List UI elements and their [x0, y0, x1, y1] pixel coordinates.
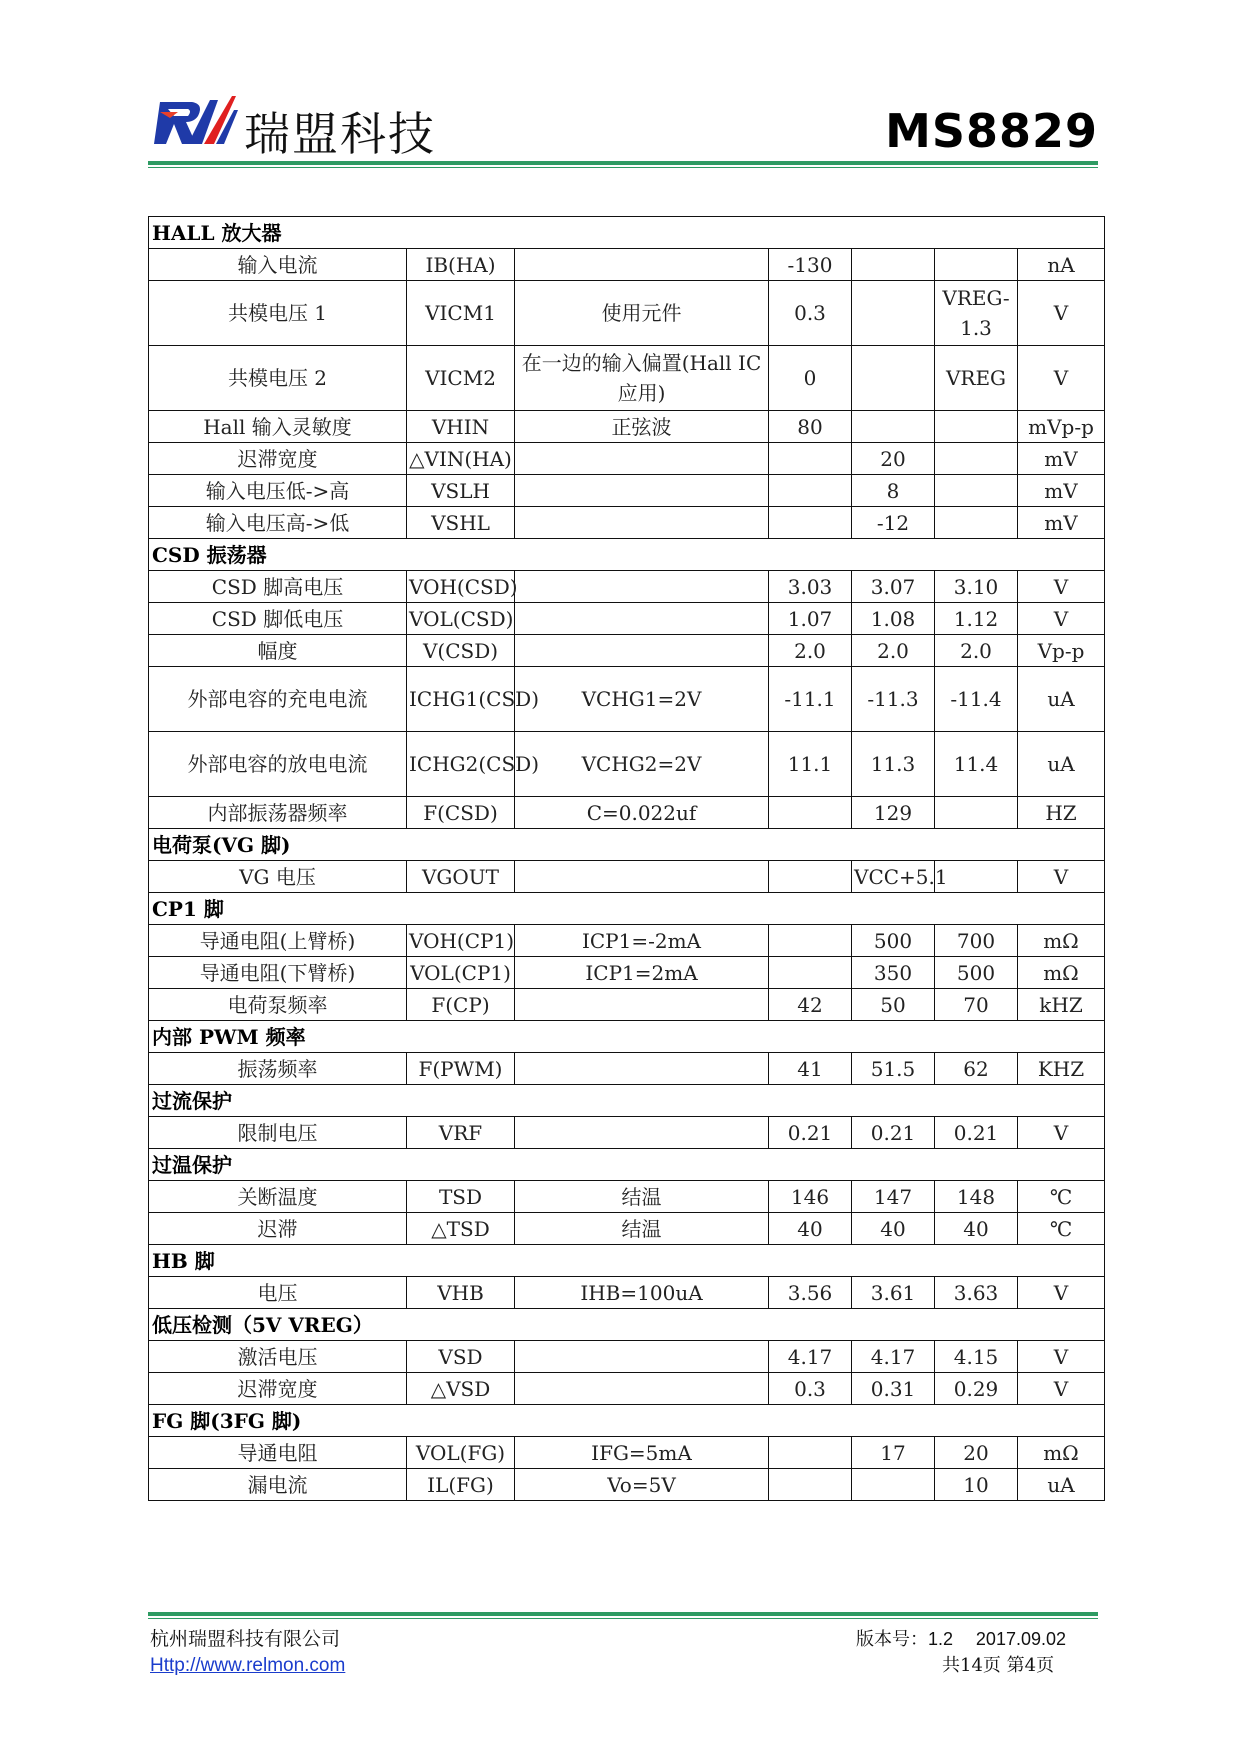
condition-cell: [515, 989, 769, 1021]
condition-cell: ICP1=-2mA: [515, 925, 769, 957]
condition-cell: [515, 635, 769, 667]
unit-cell: ℃: [1018, 1213, 1105, 1245]
condition-cell: 正弦波: [515, 411, 769, 443]
min-cell: [769, 475, 852, 507]
section-title: CSD 振荡器: [149, 539, 1105, 571]
param-cell: 激活电压: [149, 1341, 407, 1373]
min-cell: 11.1: [769, 732, 852, 797]
unit-cell: KHZ: [1018, 1053, 1105, 1085]
typ-cell: [852, 411, 935, 443]
condition-cell: 在一边的输入偏置(Hall IC 应用): [515, 346, 769, 411]
symbol-cell: F(CP): [407, 989, 515, 1021]
unit-cell: mΩ: [1018, 925, 1105, 957]
unit-cell: V: [1018, 1277, 1105, 1309]
param-cell: 限制电压: [149, 1117, 407, 1149]
max-cell: 20: [935, 1437, 1018, 1469]
typ-cell: 129: [852, 797, 935, 829]
typ-cell: 2.0: [852, 635, 935, 667]
param-cell: 关断温度: [149, 1181, 407, 1213]
param-cell: 迟滞宽度: [149, 443, 407, 475]
electrical-characteristics-table: [148, 216, 1105, 1501]
header-divider-thin: [148, 167, 1098, 168]
section-header-row: [149, 1085, 1105, 1117]
model-number: MS8829: [885, 104, 1098, 158]
unit-cell: V: [1018, 1341, 1105, 1373]
min-cell: [769, 443, 852, 475]
page-header: [148, 86, 1098, 166]
unit-cell: mΩ: [1018, 957, 1105, 989]
max-cell: 700: [935, 925, 1018, 957]
symbol-cell: VICM2: [407, 346, 515, 411]
condition-cell: [515, 571, 769, 603]
page-count: 共14页 第4页: [942, 1655, 1055, 1676]
header-divider: [148, 161, 1098, 165]
section-title: HALL 放大器: [149, 217, 1105, 249]
unit-cell: mV: [1018, 475, 1105, 507]
symbol-cell: △VIN(HA): [407, 443, 515, 475]
max-cell: 10: [935, 1469, 1018, 1501]
condition-cell: [515, 1373, 769, 1405]
condition-cell: IFG=5mA: [515, 1437, 769, 1469]
footer-company: 杭州瑞盟科技有限公司: [150, 1628, 341, 1650]
condition-cell: 结温: [515, 1181, 769, 1213]
unit-cell: uA: [1018, 732, 1105, 797]
min-cell: 3.56: [769, 1277, 852, 1309]
section-header-row: [149, 1405, 1105, 1437]
table-row: [149, 861, 1105, 893]
unit-cell: V: [1018, 1117, 1105, 1149]
condition-cell: [515, 861, 769, 893]
section-title: FG 脚(3FG 脚): [149, 1405, 1105, 1437]
max-cell: 2.0: [935, 635, 1018, 667]
symbol-cell: V(CSD): [407, 635, 515, 667]
min-cell: 0.3: [769, 281, 852, 346]
symbol-cell: VSHL: [407, 507, 515, 539]
symbol-cell: TSD: [407, 1181, 515, 1213]
section-title: 过温保护: [149, 1149, 1105, 1181]
max-cell: 11.4: [935, 732, 1018, 797]
condition-cell: [515, 1117, 769, 1149]
symbol-cell: △VSD: [407, 1373, 515, 1405]
param-cell: 漏电流: [149, 1469, 407, 1501]
param-cell: 导通电阻: [149, 1437, 407, 1469]
min-cell: [769, 1437, 852, 1469]
table-row: [149, 1341, 1105, 1373]
typ-cell: 51.5: [852, 1053, 935, 1085]
unit-cell: HZ: [1018, 797, 1105, 829]
min-cell: 146: [769, 1181, 852, 1213]
min-cell: [769, 925, 852, 957]
symbol-cell: IL(FG): [407, 1469, 515, 1501]
min-cell: 2.0: [769, 635, 852, 667]
min-cell: [769, 1469, 852, 1501]
version-label: 版本号：: [856, 1629, 928, 1650]
section-title: 电荷泵(VG 脚): [149, 829, 1105, 861]
condition-cell: ICP1=2mA: [515, 957, 769, 989]
section-title: HB 脚: [149, 1245, 1105, 1277]
symbol-cell: ICHG2(CSD): [407, 732, 515, 797]
section-header-row: [149, 829, 1105, 861]
min-cell: 0.3: [769, 1373, 852, 1405]
table-row: [149, 507, 1105, 539]
typ-cell: 40: [852, 1213, 935, 1245]
table-row: [149, 732, 1105, 797]
max-cell: [935, 249, 1018, 281]
typ-cell: VCC+5.1: [852, 861, 935, 893]
min-cell: [769, 507, 852, 539]
footer-left: [150, 1626, 345, 1679]
section-title: CP1 脚: [149, 893, 1105, 925]
param-cell: 电荷泵频率: [149, 989, 407, 1021]
max-cell: 0.29: [935, 1373, 1018, 1405]
company-name: 瑞盟科技: [244, 107, 436, 161]
unit-cell: V: [1018, 603, 1105, 635]
typ-cell: 8: [852, 475, 935, 507]
condition-cell: [515, 443, 769, 475]
footer-divider: [148, 1612, 1098, 1616]
symbol-cell: VOL(CSD): [407, 603, 515, 635]
typ-cell: 1.08: [852, 603, 935, 635]
unit-cell: nA: [1018, 249, 1105, 281]
min-cell: 80: [769, 411, 852, 443]
unit-cell: mΩ: [1018, 1437, 1105, 1469]
typ-cell: 17: [852, 1437, 935, 1469]
unit-cell: mV: [1018, 507, 1105, 539]
max-cell: VREG: [935, 346, 1018, 411]
symbol-cell: VOL(FG): [407, 1437, 515, 1469]
min-cell: 4.17: [769, 1341, 852, 1373]
condition-cell: [515, 1053, 769, 1085]
section-header-row: [149, 539, 1105, 571]
condition-cell: Vo=5V: [515, 1469, 769, 1501]
condition-cell: VCHG2=2V: [515, 732, 769, 797]
unit-cell: V: [1018, 281, 1105, 346]
min-cell: 42: [769, 989, 852, 1021]
unit-cell: V: [1018, 1373, 1105, 1405]
table-row: [149, 1213, 1105, 1245]
version-line: [856, 1626, 1066, 1653]
table-row: [149, 281, 1105, 346]
min-cell: -11.1: [769, 667, 852, 732]
company-logo-icon: [152, 92, 238, 150]
table-row: [149, 635, 1105, 667]
max-cell: 70: [935, 989, 1018, 1021]
section-header-row: [149, 893, 1105, 925]
website-link[interactable]: Http://www.relmon.com: [150, 1655, 346, 1676]
param-cell: 共模电压 1: [149, 281, 407, 346]
max-cell: [935, 411, 1018, 443]
param-cell: 外部电容的放电电流: [149, 732, 407, 797]
table-row: [149, 667, 1105, 732]
param-cell: VG 电压: [149, 861, 407, 893]
symbol-cell: VGOUT: [407, 861, 515, 893]
symbol-cell: △TSD: [407, 1213, 515, 1245]
symbol-cell: VOH(CP1): [407, 925, 515, 957]
table-row: [149, 571, 1105, 603]
condition-cell: [515, 475, 769, 507]
unit-cell: V: [1018, 861, 1105, 893]
section-title: 低压检测（5V VREG）: [149, 1309, 1105, 1341]
table-row: [149, 1469, 1105, 1501]
min-cell: 40: [769, 1213, 852, 1245]
typ-cell: 3.07: [852, 571, 935, 603]
param-cell: CSD 脚高电压: [149, 571, 407, 603]
typ-cell: 0.21: [852, 1117, 935, 1149]
table-row: [149, 443, 1105, 475]
typ-cell: 147: [852, 1181, 935, 1213]
table-row: [149, 1053, 1105, 1085]
symbol-cell: ICHG1(CSD): [407, 667, 515, 732]
param-cell: 内部振荡器频率: [149, 797, 407, 829]
unit-cell: ℃: [1018, 1181, 1105, 1213]
symbol-cell: VOH(CSD): [407, 571, 515, 603]
symbol-cell: IB(HA): [407, 249, 515, 281]
param-cell: 电压: [149, 1277, 407, 1309]
max-cell: 4.15: [935, 1341, 1018, 1373]
condition-cell: [515, 249, 769, 281]
typ-cell: -11.3: [852, 667, 935, 732]
param-cell: Hall 输入灵敏度: [149, 411, 407, 443]
condition-cell: C=0.022uf: [515, 797, 769, 829]
param-cell: 幅度: [149, 635, 407, 667]
footer-divider-thin: [148, 1618, 1098, 1619]
symbol-cell: VRF: [407, 1117, 515, 1149]
section-header-row: [149, 1021, 1105, 1053]
condition-cell: [515, 507, 769, 539]
table-row: [149, 249, 1105, 281]
param-cell: 迟滞宽度: [149, 1373, 407, 1405]
table-row: [149, 957, 1105, 989]
section-header-row: [149, 217, 1105, 249]
max-cell: 3.10: [935, 571, 1018, 603]
param-cell: CSD 脚低电压: [149, 603, 407, 635]
typ-cell: 3.61: [852, 1277, 935, 1309]
condition-cell: [515, 1341, 769, 1373]
typ-cell: 500: [852, 925, 935, 957]
min-cell: 3.03: [769, 571, 852, 603]
max-cell: [935, 475, 1018, 507]
param-cell: 振荡频率: [149, 1053, 407, 1085]
max-cell: 1.12: [935, 603, 1018, 635]
section-title: 内部 PWM 频率: [149, 1021, 1105, 1053]
typ-cell: 20: [852, 443, 935, 475]
table-row: [149, 989, 1105, 1021]
max-cell: [935, 507, 1018, 539]
typ-cell: 11.3: [852, 732, 935, 797]
max-cell: 3.63: [935, 1277, 1018, 1309]
max-cell: [935, 443, 1018, 475]
min-cell: 0: [769, 346, 852, 411]
param-cell: 导通电阻(下臂桥): [149, 957, 407, 989]
condition-cell: 使用元件: [515, 281, 769, 346]
typ-cell: 4.17: [852, 1341, 935, 1373]
min-cell: [769, 797, 852, 829]
unit-cell: uA: [1018, 1469, 1105, 1501]
min-cell: [769, 957, 852, 989]
table-row: [149, 1117, 1105, 1149]
table-row: [149, 1277, 1105, 1309]
condition-cell: [515, 603, 769, 635]
symbol-cell: VSD: [407, 1341, 515, 1373]
typ-cell: [852, 249, 935, 281]
condition-cell: IHB=100uA: [515, 1277, 769, 1309]
min-cell: 1.07: [769, 603, 852, 635]
max-cell: 40: [935, 1213, 1018, 1245]
max-cell: VREG-1.3: [935, 281, 1018, 346]
unit-cell: kHZ: [1018, 989, 1105, 1021]
section-title: 过流保护: [149, 1085, 1105, 1117]
unit-cell: Vp-p: [1018, 635, 1105, 667]
max-cell: 500: [935, 957, 1018, 989]
param-cell: 输入电流: [149, 249, 407, 281]
footer-right: [856, 1626, 1066, 1679]
table-row: [149, 411, 1105, 443]
typ-cell: 350: [852, 957, 935, 989]
param-cell: 导通电阻(上臂桥): [149, 925, 407, 957]
release-date: 2017.09.02: [975, 1629, 1067, 1649]
table-row: [149, 603, 1105, 635]
param-cell: 外部电容的充电电流: [149, 667, 407, 732]
section-header-row: [149, 1149, 1105, 1181]
typ-cell: 0.31: [852, 1373, 935, 1405]
min-cell: 0.21: [769, 1117, 852, 1149]
param-cell: 输入电压高->低: [149, 507, 407, 539]
unit-cell: V: [1018, 571, 1105, 603]
min-cell: [769, 861, 852, 893]
table-row: [149, 1437, 1105, 1469]
typ-cell: -12: [852, 507, 935, 539]
param-cell: 输入电压低->高: [149, 475, 407, 507]
typ-cell: [852, 346, 935, 411]
min-cell: -130: [769, 249, 852, 281]
table-row: [149, 475, 1105, 507]
typ-cell: [852, 281, 935, 346]
min-cell: 41: [769, 1053, 852, 1085]
symbol-cell: F(PWM): [407, 1053, 515, 1085]
unit-cell: mVp-p: [1018, 411, 1105, 443]
max-cell: 0.21: [935, 1117, 1018, 1149]
max-cell: [935, 797, 1018, 829]
condition-cell: VCHG1=2V: [515, 667, 769, 732]
unit-cell: V: [1018, 346, 1105, 411]
max-cell: 148: [935, 1181, 1018, 1213]
symbol-cell: VSLH: [407, 475, 515, 507]
unit-cell: uA: [1018, 667, 1105, 732]
condition-cell: 结温: [515, 1213, 769, 1245]
section-header-row: [149, 1309, 1105, 1341]
table-row: [149, 925, 1105, 957]
max-cell: 62: [935, 1053, 1018, 1085]
section-header-row: [149, 1245, 1105, 1277]
typ-cell: [852, 1469, 935, 1501]
table-row: [149, 1181, 1105, 1213]
version-number: 1.2: [928, 1629, 954, 1649]
symbol-cell: VOL(CP1): [407, 957, 515, 989]
symbol-cell: F(CSD): [407, 797, 515, 829]
table-row: [149, 797, 1105, 829]
unit-cell: mV: [1018, 443, 1105, 475]
symbol-cell: VICM1: [407, 281, 515, 346]
param-cell: 迟滞: [149, 1213, 407, 1245]
param-cell: 共模电压 2: [149, 346, 407, 411]
symbol-cell: VHIN: [407, 411, 515, 443]
typ-cell: 50: [852, 989, 935, 1021]
max-cell: -11.4: [935, 667, 1018, 732]
table-row: [149, 1373, 1105, 1405]
table-row: [149, 346, 1105, 411]
symbol-cell: VHB: [407, 1277, 515, 1309]
